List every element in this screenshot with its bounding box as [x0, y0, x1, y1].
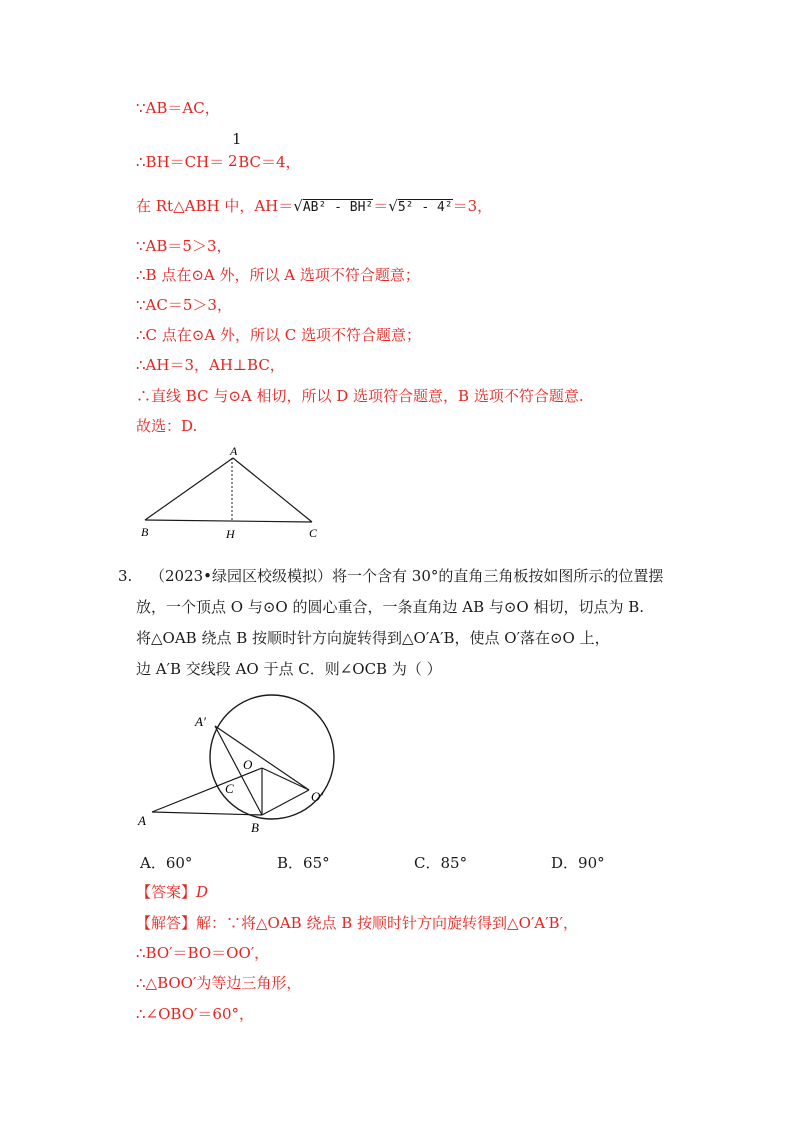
- analysis-line-3: ∴△BOO′为等边三角形，: [136, 974, 302, 992]
- answer-label: 【答案】: [136, 883, 197, 901]
- analysis-line-2: ∴BO′＝BO＝OO′，: [136, 944, 270, 962]
- label-o: O: [243, 757, 253, 772]
- analysis-line-1: [136, 913, 578, 933]
- label-a2: A: [138, 813, 146, 828]
- solution-line-1: ∵AB＝AC，: [136, 99, 220, 117]
- solution-line-2-rest: BC＝4，: [238, 153, 301, 171]
- question-number: 3.: [118, 567, 133, 585]
- sqrt-symbol-1: √: [293, 197, 303, 215]
- option-a: A．60°: [140, 854, 193, 872]
- analysis-line-4: ∴∠OBO′＝60°，: [136, 1005, 255, 1023]
- question-line-1: （2023•绿园区校级模拟）将一个含有 30°的直角三角板按如图所示的位置摆: [150, 567, 664, 585]
- solution-line-6: ∵AC＝5＞3，: [136, 296, 232, 314]
- radicand-2: 5² - 4²: [397, 200, 453, 215]
- question-line-3: 将△OAB 绕点 B 按顺时针方向旋转得到△O′A′B，使点 O′落在⊙O 上，: [136, 629, 610, 647]
- option-c: C．85°: [414, 854, 468, 872]
- label-a-prime: A′: [195, 714, 206, 729]
- solution-line-4: ∵AB＝5＞3，: [136, 237, 232, 255]
- question-line-4: 边 A′B 交线段 AO 于点 C．则∠OCB 为（ ）: [136, 660, 442, 678]
- label-o-prime: O′: [311, 789, 324, 804]
- analysis-label: 【解答】: [136, 914, 197, 932]
- question-line-2: 放，一个顶点 O 与⊙O 的圆心重合，一条直角边 AB 与⊙O 相切，切点为 B.: [136, 598, 645, 616]
- solution-line-5: ∴B 点在⊙A 外，所以 A 选项不符合题意；: [136, 266, 420, 284]
- label-b2: B: [251, 820, 259, 835]
- solution-line-8: ∴AH＝3，AH⊥BC，: [136, 356, 285, 374]
- label-c2: C: [225, 781, 234, 796]
- answer-value: D: [196, 883, 209, 901]
- label-a: A: [230, 444, 238, 458]
- option-d: D．90°: [551, 854, 605, 872]
- solution-line-2-text: ∴BH＝CH＝: [136, 153, 225, 171]
- solution-line-3-end: ＝3，: [452, 197, 493, 215]
- figure-circle-rotation: [137, 695, 334, 835]
- sqrt-symbol-2: √: [388, 197, 398, 215]
- solution-line-10: 故选：D.: [136, 417, 198, 435]
- label-b: B: [141, 525, 149, 539]
- solution-line-3-eq: ＝: [373, 197, 389, 215]
- label-h: H: [226, 527, 235, 541]
- analysis-text-1: 解：∵将△OAB 绕点 B 按顺时针方向旋转得到△O′A′B′，: [196, 914, 578, 932]
- radicand-1: AB² - BH²: [302, 200, 374, 215]
- option-b: B．65°: [277, 854, 330, 872]
- solution-line-7: ∴C 点在⊙A 外，所以 C 选项不符合题意；: [136, 326, 421, 344]
- fraction-numerator: 1: [232, 130, 242, 148]
- answer-line: [136, 882, 208, 902]
- solution-line-3-pre: 在 Rt△ABH 中，AH＝: [136, 197, 294, 215]
- label-c: C: [309, 526, 318, 540]
- solution-line-9: ∴直线 BC 与⊙A 相切，所以 D 选项符合题意，B 选项不符合题意.: [136, 387, 584, 405]
- fraction-denominator: 2: [228, 152, 238, 170]
